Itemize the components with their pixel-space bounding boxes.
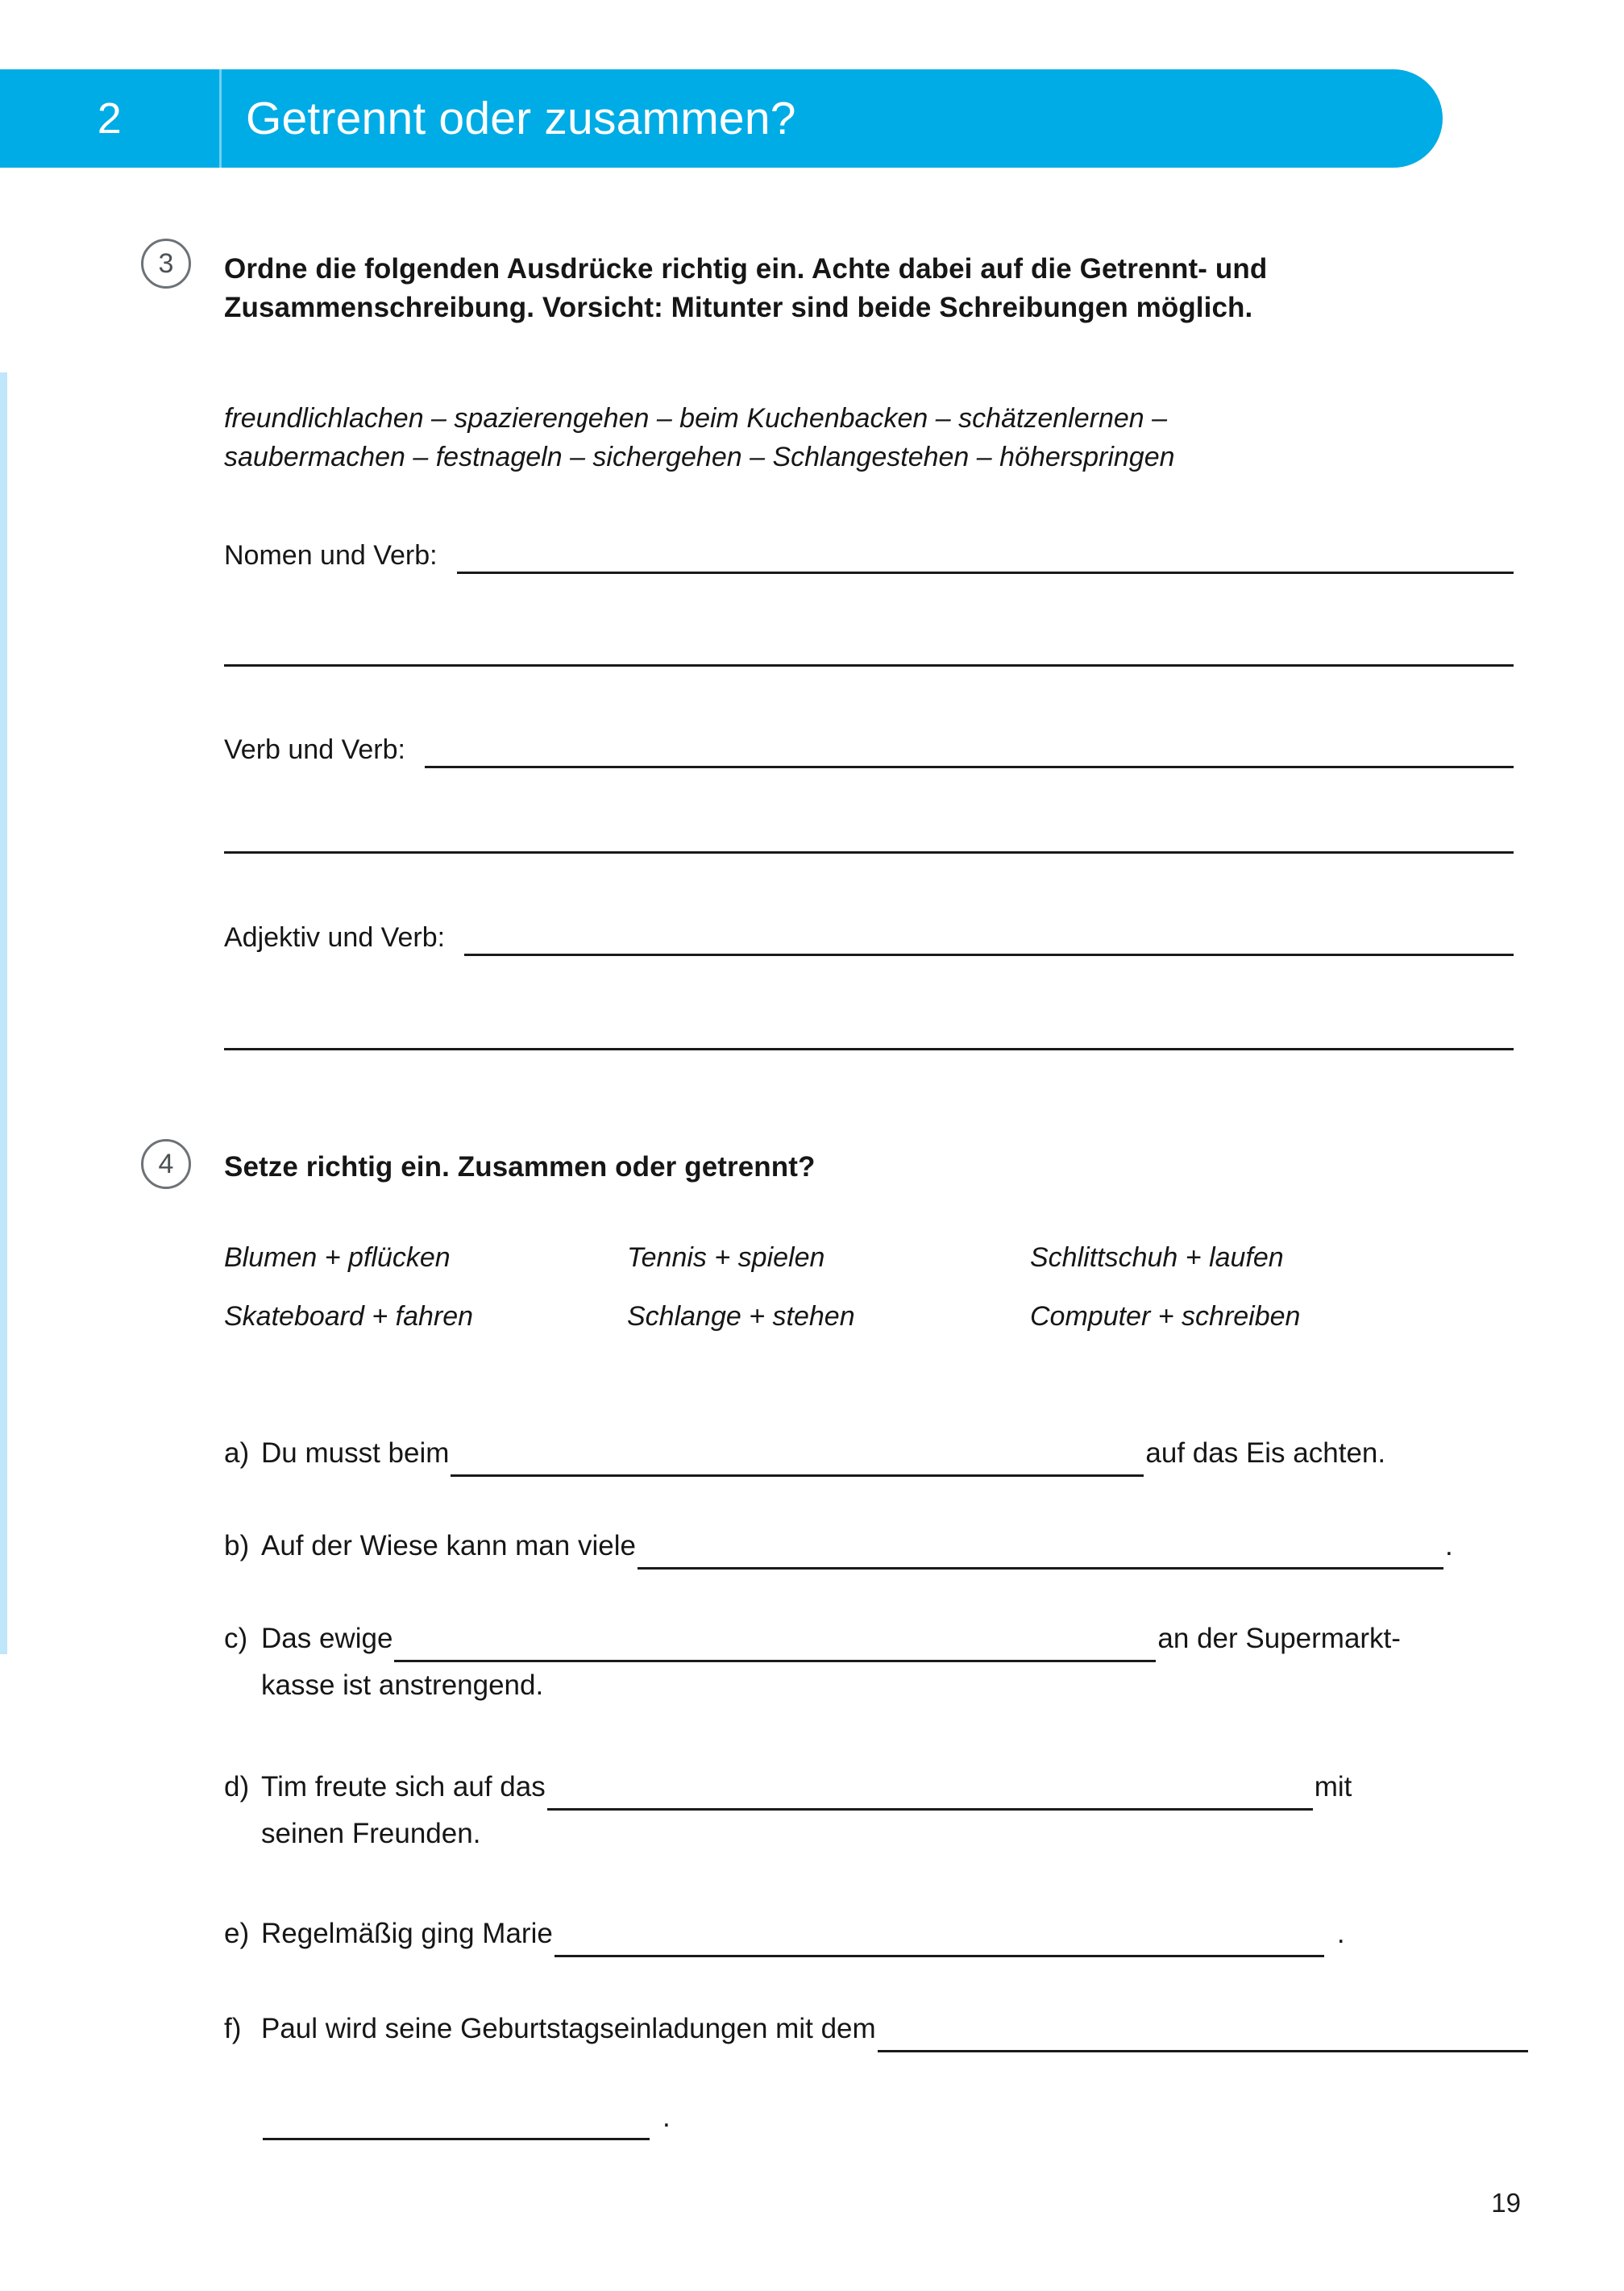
fill-in-item-c-line (224, 1619, 1530, 1662)
answer-row-nomen-und-verb (224, 529, 1514, 574)
category-label-nomen-und-verb: Nomen und Verb: (224, 540, 438, 571)
item-letter-b: b) (224, 1530, 250, 1561)
word-pair-cell: Blumen + pflücken (224, 1242, 451, 1273)
word-pair-row (224, 1237, 1481, 1279)
answer-line-adjektiv-und-verb-1[interactable] (464, 954, 1514, 956)
item-c-blank[interactable] (394, 1628, 1156, 1662)
item-c-continuation: kasse ist anstrengend. (261, 1669, 544, 1701)
fill-in-item-f-line (224, 2009, 1530, 2052)
category-label-adjektiv-und-verb: Adjektiv und Verb: (224, 922, 446, 953)
answer-line-adjektiv-und-verb-2[interactable] (224, 1048, 1514, 1050)
item-b-blank[interactable] (638, 1535, 1443, 1570)
item-f-blank-2[interactable] (263, 2106, 650, 2140)
fill-in-item-e-line (224, 1914, 1530, 1957)
fill-in-item-d (224, 1767, 1530, 1853)
fill-in-item-a (224, 1433, 1530, 1477)
item-e-text-before: Regelmäßig ging Marie (261, 1918, 553, 1949)
left-margin-accent-bar (0, 372, 7, 1654)
word-pair-row (224, 1296, 1481, 1337)
item-letter-d: d) (224, 1771, 250, 1802)
item-d-blank[interactable] (547, 1776, 1313, 1811)
exercise-3-number-label: 3 (158, 248, 174, 279)
item-letter-a: a) (224, 1437, 250, 1469)
exercise-4-number (141, 1139, 191, 1189)
item-e-blank[interactable] (554, 1923, 1324, 1957)
chapter-title: Getrennt oder zusammen? (246, 92, 796, 144)
fill-in-item-c (224, 1619, 1530, 1705)
answer-row-adjektiv-und-verb (224, 911, 1514, 956)
fill-in-item-d-line (224, 1767, 1530, 1811)
fill-in-item-b (224, 1526, 1530, 1570)
item-b-text-before: Auf der Wiese kann man viele (261, 1530, 636, 1561)
item-a-text-before: Du musst beim (261, 1437, 450, 1469)
item-d-text-before: Tim freute sich auf das (261, 1771, 546, 1802)
item-a-blank[interactable] (451, 1442, 1144, 1477)
fill-in-item-f-line-2 (224, 2098, 1530, 2141)
chapter-banner (0, 69, 1443, 168)
item-f-blank-1[interactable] (878, 2018, 1528, 2052)
word-pool-line-1: freundlichlachen – spazierengehen – beim Kuchenbacken – schätzenlernen – (224, 403, 1168, 434)
answer-row-verb-und-verb (224, 723, 1514, 768)
fill-in-item-f (224, 2009, 1530, 2140)
exercise-3-instruction: Ordne die folgenden Ausdrücke richtig ein. Achte dabei auf die Getrennt- und Zusammenschreibung. Vorsicht: Mitunter sind beide Schreibungen möglich. (224, 253, 1268, 324)
word-pair-cell: Computer + schreiben (1030, 1301, 1301, 1332)
exercise-3-number (141, 239, 191, 289)
word-pair-cell: Skateboard + fahren (224, 1301, 474, 1332)
answer-line-nomen-und-verb-2[interactable] (224, 664, 1514, 667)
item-e-text-after: . (1336, 1918, 1345, 1949)
item-b-text-after: . (1444, 1530, 1453, 1561)
page-number: 19 (1491, 2188, 1521, 2218)
word-pair-cell: Schlange + stehen (627, 1301, 855, 1332)
exercise-4-number-label: 4 (158, 1149, 174, 1179)
item-c-text-before: Das ewige (261, 1623, 393, 1654)
word-pair-cell: Schlittschuh + laufen (1030, 1242, 1284, 1273)
fill-in-item-a-line (224, 1433, 1530, 1477)
item-letter-c: c) (224, 1623, 248, 1654)
item-c-text-after: an der Supermarkt- (1157, 1623, 1401, 1654)
answer-line-verb-und-verb-1[interactable] (425, 766, 1514, 768)
chapter-number: 2 (97, 94, 123, 143)
item-f-text-before: Paul wird seine Geburtstagseinladungen mit dem (261, 2013, 876, 2044)
item-letter-f: f) (224, 2013, 242, 2044)
word-pair-cell: Tennis + spielen (627, 1242, 825, 1273)
item-a-text-after: auf das Eis achten. (1145, 1437, 1386, 1469)
exercise-3-word-pool (224, 399, 1465, 477)
category-label-verb-und-verb: Verb und Verb: (224, 734, 405, 765)
word-pool-line-2: saubermachen – festnageln – sichergehen – Schlangestehen – höherspringen (224, 442, 1175, 473)
exercise-4-word-pair-grid (224, 1237, 1481, 1337)
item-d-continuation: seinen Freunden. (261, 1817, 481, 1849)
fill-in-item-b-line (224, 1526, 1530, 1570)
fill-in-item-e (224, 1914, 1530, 1957)
item-d-text-after: mit (1314, 1771, 1352, 1802)
exercise-4-instruction: Setze richtig ein. Zusammen oder getrennt? (224, 1151, 816, 1183)
answer-line-nomen-und-verb-1[interactable] (457, 572, 1514, 574)
answer-line-verb-und-verb-2[interactable] (224, 851, 1514, 854)
item-letter-e: e) (224, 1918, 250, 1949)
item-f-text-after: . (662, 2101, 671, 2133)
